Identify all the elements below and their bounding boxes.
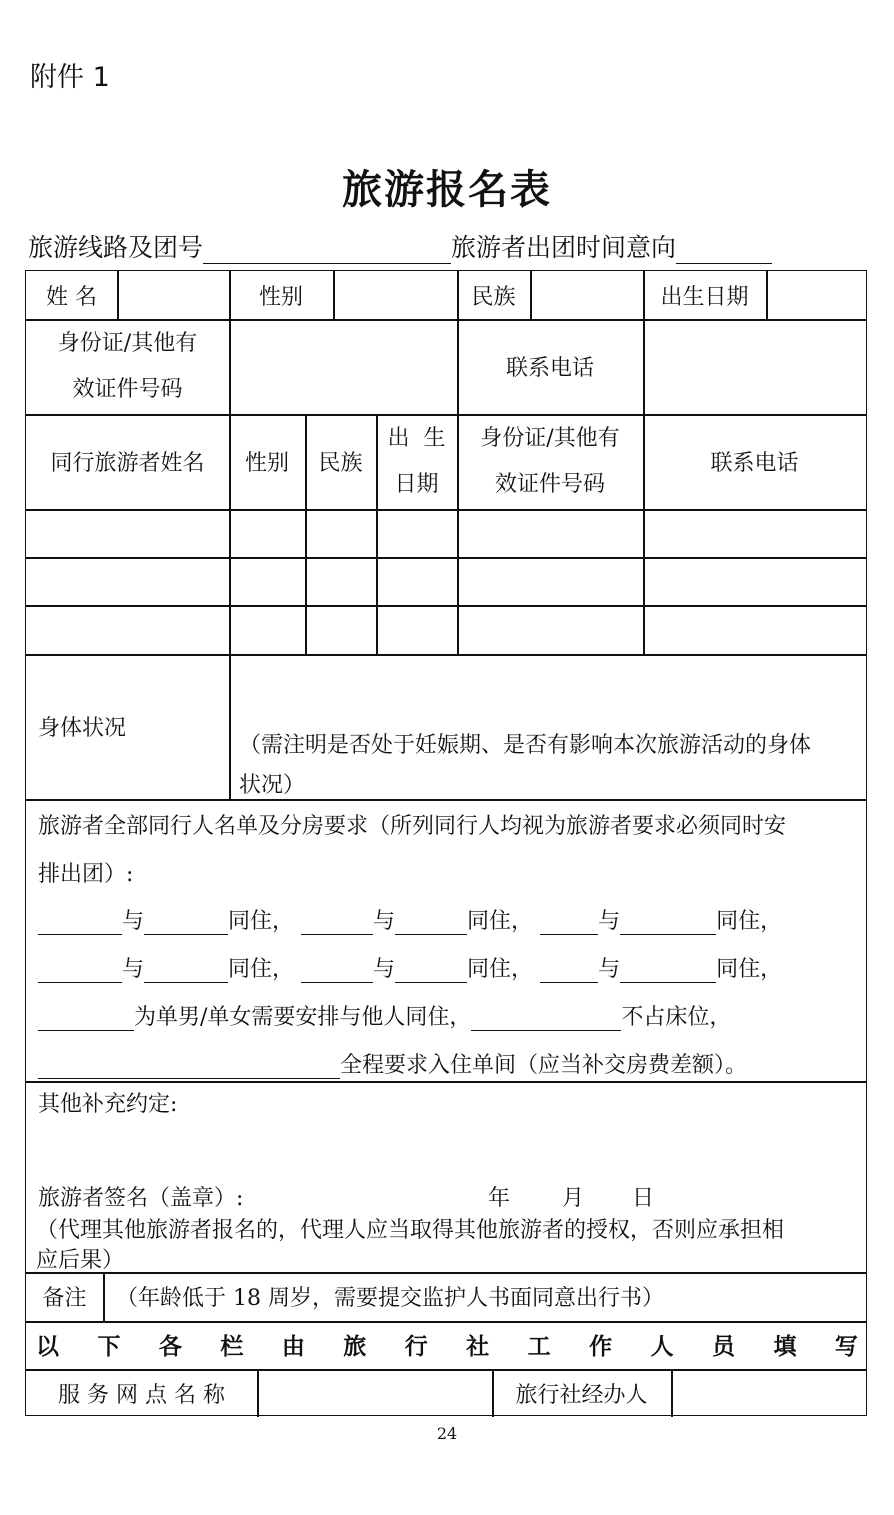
attachment-label: 附件 1	[30, 62, 110, 93]
registration-table	[25, 270, 867, 1416]
agency-handler-field[interactable]	[671, 1369, 866, 1417]
companion-id-line1: 身份证/其他有	[480, 425, 620, 451]
depart-label: 旅游者出团时间意向	[451, 233, 677, 262]
roommate-blank[interactable]	[144, 960, 228, 983]
companion-birth-line1: 出 生	[387, 425, 446, 451]
ethnic-label: 民族	[471, 284, 516, 310]
ethnic-field[interactable]	[530, 271, 643, 319]
roommate-blank[interactable]	[540, 960, 598, 983]
route-input[interactable]	[203, 235, 451, 264]
roommate-blank[interactable]	[301, 912, 373, 935]
contact-label: 联系电话	[505, 356, 594, 381]
roommate-blank[interactable]	[38, 960, 122, 983]
companion-birth-line2: 日期	[394, 471, 439, 497]
with-text: 与	[598, 957, 621, 982]
rooming-line-1	[38, 904, 782, 935]
health-note-line1: （需注明是否处于妊娠期、是否有影响本次旅游活动的身体	[239, 733, 812, 758]
name-field[interactable]	[117, 271, 229, 319]
agent-note-line2: 应后果）	[36, 1248, 125, 1273]
route-line	[28, 228, 866, 266]
staff-char: 各	[158, 1333, 182, 1360]
name-label: 姓 名	[46, 284, 97, 310]
health-note-line2: 状况）	[239, 773, 306, 798]
remark-label: 备注	[42, 1286, 87, 1311]
id-label-line1: 身份证/其他有	[57, 330, 198, 356]
companion-name-header: 同行旅游者姓名	[50, 451, 205, 476]
signature-month: 月	[562, 1186, 585, 1211]
gender-field[interactable]	[333, 271, 457, 319]
route-label: 旅游线路及团号	[28, 233, 204, 262]
live-together-text: 同住，	[467, 909, 534, 934]
staff-char: 由	[281, 1333, 305, 1360]
rooming-line-3	[38, 1000, 731, 1031]
with-text: 与	[373, 909, 396, 934]
single-text: 为单男/单女需要安排与他人同住，	[134, 1005, 472, 1030]
staff-char: 以	[36, 1333, 59, 1360]
service-outlet-label: 服 务 网 点 名 称	[58, 1382, 225, 1408]
staff-char: 员	[711, 1333, 735, 1360]
staff-char: 写	[834, 1333, 858, 1360]
live-together-text: 同住，	[467, 957, 534, 982]
birth-label: 出生日期	[660, 284, 749, 310]
live-together-text: 同住，	[716, 957, 783, 982]
other-agreement-label: 其他补充约定:	[38, 1092, 178, 1117]
staff-fill-row	[36, 1320, 858, 1368]
companion-row[interactable]	[26, 557, 866, 605]
id-label	[26, 319, 229, 414]
service-outlet-field[interactable]	[257, 1369, 492, 1417]
companion-row[interactable]	[26, 605, 866, 654]
with-text: 与	[122, 909, 145, 934]
staff-char: 作	[589, 1333, 613, 1360]
agency-handler-label: 旅行社经办人	[515, 1382, 648, 1408]
roommate-blank[interactable]	[620, 912, 716, 935]
companion-phone-header: 联系电话	[710, 451, 799, 476]
birth-field[interactable]	[766, 271, 866, 319]
with-text: 与	[598, 909, 621, 934]
with-text: 与	[373, 957, 396, 982]
staff-char: 人	[650, 1333, 674, 1360]
single-blank[interactable]	[38, 1008, 134, 1031]
signature-year: 年	[488, 1186, 511, 1211]
rooming-title-line2: 排出团）:	[38, 862, 134, 887]
companion-id-header	[457, 414, 643, 509]
roommate-blank[interactable]	[620, 960, 716, 983]
roommate-blank[interactable]	[395, 912, 467, 935]
id-field[interactable]	[229, 319, 457, 414]
single-room-text: 全程要求入住单间（应当补交房费差额）。	[340, 1053, 748, 1078]
no-bed-text: 不占床位，	[621, 1005, 732, 1030]
roommate-blank[interactable]	[144, 912, 228, 935]
roommate-blank[interactable]	[540, 912, 598, 935]
health-label: 身体状况	[38, 716, 127, 741]
signature-day: 日	[632, 1186, 655, 1211]
roommate-blank[interactable]	[38, 912, 122, 935]
rooming-title-line1: 旅游者全部同行人名单及分房要求（所列同行人均视为旅游者要求必须同时安	[38, 814, 787, 839]
staff-char: 下	[97, 1333, 121, 1360]
companion-ethnic-header: 民族	[318, 451, 363, 476]
companion-gender-header: 性别	[244, 451, 289, 476]
staff-char: 工	[527, 1333, 551, 1360]
staff-char: 旅	[343, 1333, 367, 1360]
health-field[interactable]	[229, 654, 866, 799]
contact-field[interactable]	[643, 319, 866, 414]
page-number: 24	[436, 1424, 458, 1443]
no-bed-blank[interactable]	[471, 1008, 621, 1031]
remark-text: （年龄低于 18 周岁，需要提交监护人书面同意出行书）	[116, 1286, 664, 1311]
staff-char: 填	[773, 1333, 797, 1360]
companion-row[interactable]	[26, 509, 866, 557]
companion-birth-header	[376, 414, 457, 509]
single-room-blank[interactable]	[38, 1056, 340, 1079]
depart-input[interactable]	[676, 235, 772, 264]
form-title: 旅游报名表	[342, 166, 552, 213]
id-label-line2: 效证件号码	[72, 376, 183, 402]
rooming-line-2	[38, 952, 782, 983]
health-note	[239, 726, 811, 806]
signature-label: 旅游者签名（盖章）:	[38, 1186, 244, 1211]
companion-id-line2: 效证件号码	[494, 471, 605, 497]
live-together-text: 同住，	[228, 909, 295, 934]
staff-char: 栏	[220, 1333, 244, 1360]
staff-char: 行	[404, 1333, 428, 1360]
staff-char: 社	[466, 1333, 490, 1360]
with-text: 与	[122, 957, 145, 982]
roommate-blank[interactable]	[301, 960, 373, 983]
live-together-text: 同住，	[228, 957, 295, 982]
live-together-text: 同住，	[716, 909, 783, 934]
agent-note-line1: （代理其他旅游者报名的，代理人应当取得其他旅游者的授权，否则应承担相	[36, 1218, 785, 1243]
gender-label: 性别	[258, 284, 303, 310]
rooming-line-4	[38, 1048, 747, 1079]
roommate-blank[interactable]	[395, 960, 467, 983]
